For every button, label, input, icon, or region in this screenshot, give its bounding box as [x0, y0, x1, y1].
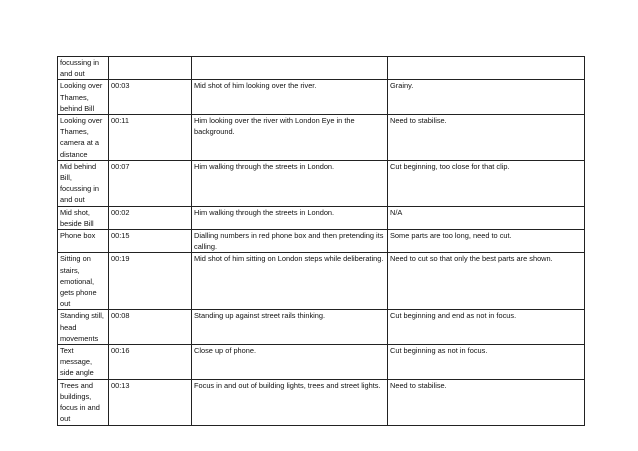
notes-cell: Grainy. [388, 80, 585, 115]
notes-cell: Need to cut so that only the best parts are shown. [388, 253, 585, 310]
shot-cell: Text message, side angle [58, 345, 109, 380]
notes-cell: Some parts are too long, need to cut. [388, 230, 585, 253]
time-cell: 00:02 [109, 206, 192, 229]
time-cell [109, 57, 192, 80]
table-row [58, 80, 585, 115]
shot-cell: Phone box [58, 230, 109, 253]
time-cell: 00:13 [109, 379, 192, 425]
time-cell: 00:08 [109, 310, 192, 345]
notes-cell: Cut beginning, too close for that clip. [388, 160, 585, 206]
shot-cell: Standing still, head movements [58, 310, 109, 345]
shot-cell: Mid shot, beside Bill [58, 206, 109, 229]
description-cell: Mid shot of him sitting on London steps while deliberating. [192, 253, 388, 310]
time-cell: 00:11 [109, 115, 192, 161]
shot-list-table [57, 56, 585, 426]
shot-cell: focussing in and out [58, 57, 109, 80]
table-row [58, 160, 585, 206]
description-cell: Mid shot of him looking over the river. [192, 80, 388, 115]
description-cell: Focus in and out of building lights, trees and street lights. [192, 379, 388, 425]
shot-cell: Sitting on stairs, emotional, gets phone out [58, 253, 109, 310]
description-cell: Dialling numbers in red phone box and then pretending its calling. [192, 230, 388, 253]
shot-cell: Looking over Thames, behind Bill [58, 80, 109, 115]
time-cell: 00:19 [109, 253, 192, 310]
shot-cell: Trees and buildings, focus in and out [58, 379, 109, 425]
description-cell: Close up of phone. [192, 345, 388, 380]
shot-cell: Looking over Thames, camera at a distance [58, 115, 109, 161]
table-row [58, 57, 585, 80]
time-cell: 00:15 [109, 230, 192, 253]
description-cell: Him walking through the streets in London. [192, 206, 388, 229]
table-row [58, 206, 585, 229]
description-cell: Him walking through the streets in London. [192, 160, 388, 206]
notes-cell: Need to stabilise. [388, 379, 585, 425]
description-cell [192, 57, 388, 80]
notes-cell: N/A [388, 206, 585, 229]
notes-cell: Need to stabilise. [388, 115, 585, 161]
time-cell: 00:16 [109, 345, 192, 380]
table-row [58, 379, 585, 425]
table-row [58, 345, 585, 380]
notes-cell [388, 57, 585, 80]
table-row [58, 115, 585, 161]
time-cell: 00:03 [109, 80, 192, 115]
description-cell: Him looking over the river with London Eye in the background. [192, 115, 388, 161]
table-row [58, 253, 585, 310]
table-row [58, 310, 585, 345]
notes-cell: Cut beginning as not in focus. [388, 345, 585, 380]
time-cell: 00:07 [109, 160, 192, 206]
description-cell: Standing up against street rails thinking. [192, 310, 388, 345]
shot-cell: Mid behind Bill, focussing in and out [58, 160, 109, 206]
notes-cell: Cut beginning and end as not in focus. [388, 310, 585, 345]
table-row [58, 230, 585, 253]
